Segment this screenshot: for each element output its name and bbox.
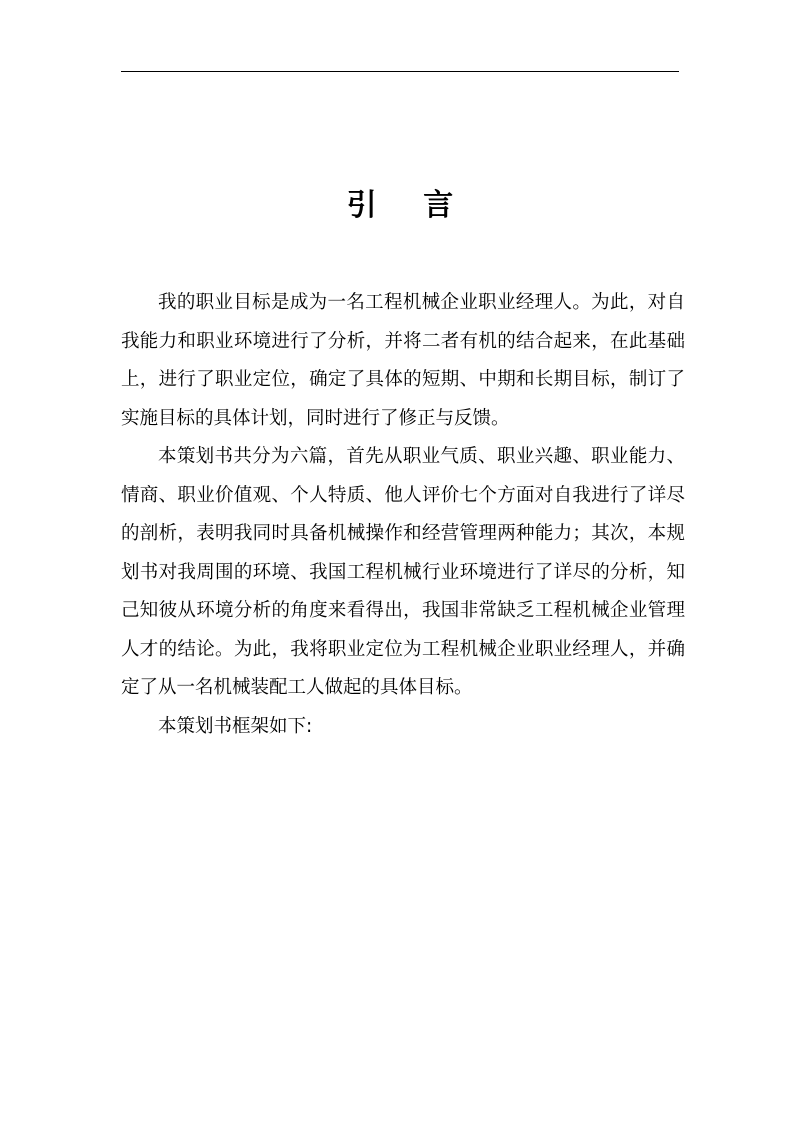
paragraph-career-goal: 我的职业目标是成为一名工程机械企业职业经理人。为此，对自我能力和职业环境进行了分析，并将二者有机的结合起来，在此基础上，进行了职业定位，确定了具体的短期、中期和长期目标，制订了实施目标的具体计划，同时进行了修正与反馈。 [121, 292, 685, 429]
paragraph-framework-intro: 本策划书框架如下: [158, 715, 313, 737]
header-rule [121, 71, 679, 72]
document-body [121, 284, 685, 746]
paragraph-plan-overview: 本策划书共分为六篇，首先从职业气质、职业兴趣、职业能力、情商、职业价值观、个人特质、他人评价七个方面对自我进行了详尽的剖析，表明我同时具备机械操作和经营管理两种能力；其次，本规划书对我周围的环境、我国工程机械行业环境进行了详尽的分析，知己知彼从环境分析的角度来看得出，我国非常缺乏工程机械企业管理人才的结论。为此，我将职业定位为工程机械企业职业经理人，并确定了从一名机械装配工人做起的具体目标。 [121, 446, 685, 698]
page-title: 引 言 [346, 188, 472, 224]
